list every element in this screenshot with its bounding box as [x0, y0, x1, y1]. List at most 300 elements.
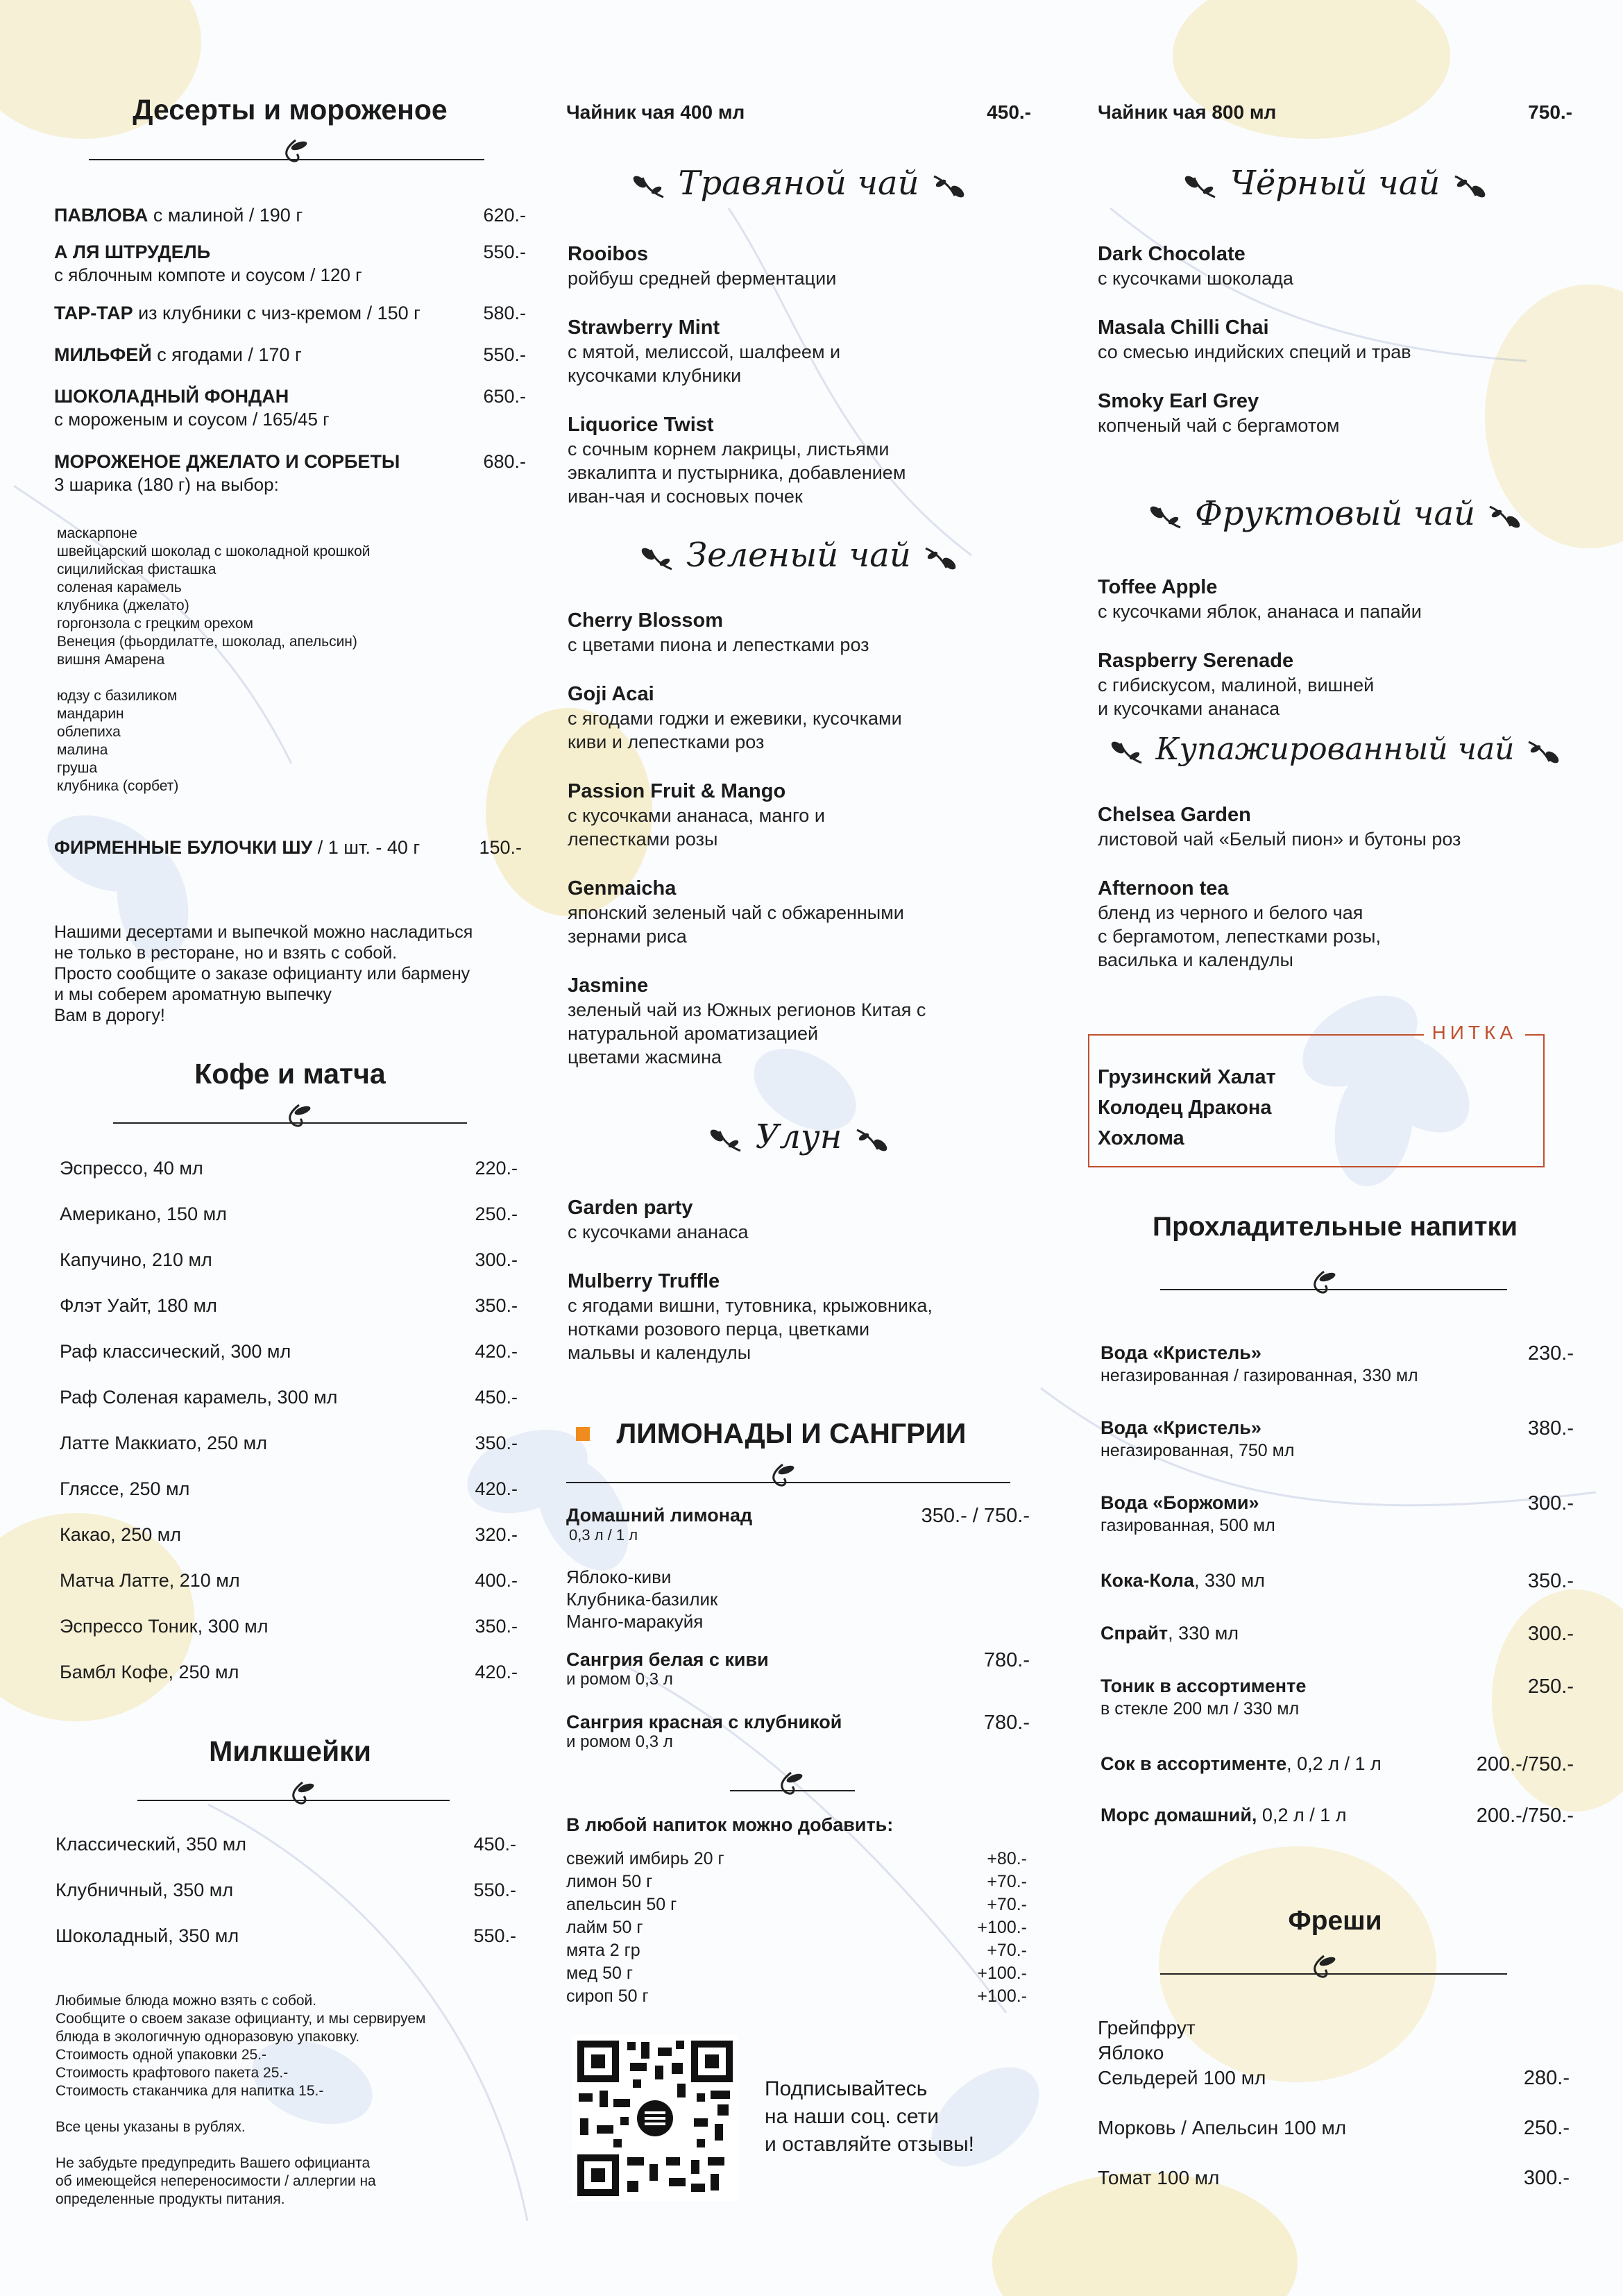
tea-desc: василька и календулы: [1098, 949, 1293, 970]
qr-code-icon[interactable]: [572, 2035, 738, 2202]
dessert-item: [54, 303, 526, 324]
milkshake-item: [56, 1880, 516, 1901]
drink-desc: негазированная / газированная, 330 мл: [1101, 1366, 1418, 1385]
drink-name: Тоник в ассортименте: [1101, 1675, 1307, 1696]
tea-name: Smoky Earl Grey: [1098, 390, 1259, 412]
drink-detail: 0,2 л / 1 л: [1257, 1805, 1347, 1825]
lemonades-title: ЛИМОНАДЫ И САНГРИИ: [616, 1417, 967, 1449]
item-name: Классический, 350 мл: [56, 1834, 247, 1855]
coffee-item: [60, 1616, 518, 1637]
teapot-price: 750.-: [1528, 101, 1572, 123]
lemonade-flavors: [566, 1566, 717, 1632]
dessert-detail: с малиной / 190 г: [148, 205, 303, 226]
tea-desc: кусочками клубники: [568, 365, 742, 386]
milkshake-item: [56, 1834, 516, 1855]
item-price: 450.-: [475, 1387, 518, 1408]
note-line: определенные продукты питания.: [56, 2191, 285, 2207]
fresh-item: [1098, 2116, 1570, 2141]
note-line: Нашими десертами и выпечкой можно насладиться: [54, 922, 473, 942]
addon-price: +70.-: [987, 1872, 1027, 1891]
tea-desc: иван-чая и сосновых почек: [568, 486, 803, 507]
lemonades-header: [576, 1417, 1027, 1450]
tea-name: Strawberry Mint: [568, 316, 720, 339]
drink-name: Вода «Кристель»: [1101, 1417, 1261, 1438]
tea-name: Masala Chilli Chai: [1098, 316, 1269, 339]
coffee-title: Кофе и матча: [194, 1058, 386, 1090]
addon-name: лайм 50 г: [566, 1918, 643, 1937]
drink-desc: газированная, 500 мл: [1101, 1516, 1275, 1535]
item-price: 350.-: [475, 1616, 518, 1637]
gelato-flavors-list: [57, 525, 371, 795]
dessert-price: 650.-: [483, 386, 526, 407]
drink-desc: негазированная, 750 мл: [1101, 1441, 1295, 1460]
dessert-price: 550.-: [483, 344, 526, 365]
section-divider: [89, 139, 484, 167]
coffee-item: [60, 1158, 518, 1179]
tea-item: [1098, 389, 1340, 437]
fresh-price: 300.-: [1523, 2167, 1570, 2189]
drink-price: 200.-/750.-: [1476, 1753, 1574, 1775]
note-line: Стоимость крафтового пакета 25.-: [56, 2065, 289, 2081]
drink-price: 300.-: [1527, 1492, 1574, 1514]
leaf-right-icon: [1524, 738, 1563, 766]
drink-name: Вода «Кристель»: [1101, 1342, 1261, 1363]
tea-item: [568, 242, 836, 290]
soft-drink-item: [1101, 1753, 1574, 1775]
drink-detail: , 330 мл: [1168, 1623, 1239, 1644]
flavor-item: малина: [57, 742, 108, 758]
tea-item: [1098, 242, 1293, 290]
oolong-title: [566, 1117, 1031, 1156]
coffee-item: [60, 1524, 518, 1546]
fresh-line: Яблоко: [1098, 2042, 1164, 2063]
fresh-item: [1098, 2166, 1570, 2191]
black-tea-title: [1098, 164, 1572, 203]
tea-desc: листовой чай «Белый пион» и бутоны роз: [1098, 829, 1461, 850]
drink-desc: в стекле 200 мл / 330 мл: [1101, 1699, 1300, 1719]
item-price: 420.-: [475, 1662, 518, 1682]
item-name: Эспрессо, 40 мл: [60, 1158, 203, 1179]
fresh-line: Морковь / Апельсин 100 мл: [1098, 2117, 1347, 2138]
tea-name: Goji Acai: [568, 683, 654, 705]
tea-desc: зернами риса: [568, 926, 687, 947]
tea-item: [568, 1195, 749, 1244]
drink-detail: , 0,2 л / 1 л: [1286, 1753, 1382, 1774]
drink-price: 250.-: [1527, 1675, 1574, 1698]
dessert-price: 550.-: [483, 242, 526, 262]
addon-name: свежий имбирь 20 г: [566, 1849, 724, 1868]
addons-title: В любой напиток можно добавить:: [566, 1814, 894, 1835]
leaf-left-icon: [637, 544, 676, 572]
lemonade-item: [566, 1505, 1031, 1544]
fresh-title: Фреши: [1288, 1906, 1382, 1936]
section-title-text: Купажированный чай: [1155, 732, 1515, 767]
drink-price: 230.-: [1527, 1342, 1574, 1365]
flavor-item: груша: [57, 760, 98, 776]
leaf-left-icon: [1146, 503, 1184, 530]
note-line: Просто сообщите о заказе официанту или бармену: [54, 964, 470, 984]
fresh-line: Сельдерей 100 мл: [1098, 2067, 1266, 2088]
dessert-price: 150.-: [479, 837, 522, 858]
tea-name: Afternoon tea: [1098, 877, 1229, 900]
note-line: Стоимость стаканчика для напитка 15.-: [56, 2083, 324, 2099]
section-title-text: Зеленый чай: [686, 536, 911, 575]
item-price: 420.-: [475, 1341, 518, 1362]
item-price: 350.-: [475, 1433, 518, 1453]
note-line: Сообщите о своем заказе официанту, и мы сервируем: [56, 2011, 426, 2027]
flavor-item: юдзу с базиликом: [57, 688, 178, 704]
drink-price: 200.-/750.-: [1476, 1805, 1574, 1827]
soft-drink-item: [1101, 1342, 1574, 1387]
herbal-tea-title: [566, 164, 1031, 203]
tea-desc: нотками розового перца, цветками: [568, 1319, 870, 1340]
note-line: Вам в дорогу!: [54, 1006, 165, 1025]
dessert-name: ТАР-ТАР: [54, 303, 133, 323]
tea-name: Passion Fruit & Mango: [568, 780, 786, 802]
item-name: Гляссе, 250 мл: [60, 1478, 190, 1499]
addon-price: +80.-: [987, 1849, 1027, 1868]
section-divider: [1160, 1955, 1507, 1982]
flavor-item: маскарпоне: [57, 525, 137, 541]
coffee-item: [60, 1478, 518, 1500]
dessert-name: МИЛЬФЕЙ: [54, 344, 152, 365]
sangria-name: Сангрия красная с клубникой: [566, 1712, 842, 1732]
section-divider: [1160, 1270, 1507, 1298]
item-price: 220.-: [475, 1158, 518, 1179]
dessert-item: [54, 242, 526, 287]
addon-price: +100.-: [977, 1964, 1027, 1983]
tea-desc: с мятой, мелиссой, шалфеем и: [568, 341, 841, 362]
coffee-item: [60, 1249, 518, 1271]
teapot-label: Чайник чая 800 мл: [1098, 101, 1277, 123]
nitka-box: [1088, 1022, 1545, 1167]
drink-price: 350.-: [1527, 1570, 1574, 1592]
soft-drink-item: [1101, 1492, 1574, 1537]
drink-detail: , 330 мл: [1193, 1570, 1265, 1591]
item-price: 320.-: [475, 1524, 518, 1545]
fruit-tea-title: [1098, 494, 1572, 533]
teapot-800: [1098, 101, 1572, 124]
tea-item: [1098, 315, 1411, 364]
drink-name: Морс домашний,: [1101, 1805, 1257, 1825]
addon-price: +100.-: [977, 1918, 1027, 1937]
soft-drink-item: [1101, 1417, 1574, 1462]
tea-item: [1098, 575, 1422, 623]
note-line: Не забудьте предупредить Вашего официанта: [56, 2155, 371, 2171]
note-line: об имеющейся непереносимости / аллергии на: [56, 2173, 376, 2189]
coffee-item: [60, 1662, 518, 1683]
blend-tea-title: [1098, 732, 1572, 767]
addon-item: [566, 1918, 1027, 1938]
drink-name: Кока-Кола: [1101, 1570, 1194, 1591]
prices-note: Все цены указаны в рублях.: [56, 2119, 246, 2135]
tea-desc: натуральной ароматизацией: [568, 1023, 819, 1044]
tea-desc: с гибискусом, малиной, вишней: [1098, 675, 1375, 695]
tea-item: [568, 315, 840, 387]
soft-drinks-title: Прохладительные напитки: [1153, 1212, 1518, 1242]
dessert-detail: / 1 шт. - 40 г: [312, 837, 420, 858]
social-line: на наши соц. сети: [765, 2105, 940, 2128]
note-line: Любимые блюда можно взять с собой.: [56, 1993, 317, 2009]
tea-desc: копченый чай с бергамотом: [1098, 415, 1340, 436]
addon-item: [566, 1964, 1027, 1984]
tea-desc: с кусочками шоколада: [1098, 268, 1293, 289]
dessert-name: А ЛЯ ШТРУДЕЛЬ: [54, 242, 211, 262]
milkshakes-title: Милкшейки: [209, 1735, 371, 1767]
soft-drink-item: [1101, 1805, 1574, 1826]
note-line: и мы соберем ароматную выпечку: [54, 985, 332, 1004]
section-title-text: Чёрный чай: [1230, 164, 1441, 203]
section-title-text: Улун: [755, 1117, 842, 1156]
dessert-item: [54, 344, 526, 366]
tea-name: Genmaicha: [568, 877, 677, 900]
tea-name: Dark Chocolate: [1098, 243, 1246, 265]
nitka-item: Хохлома: [1098, 1127, 1184, 1149]
dessert-name: ПАВЛОВА: [54, 205, 148, 226]
small-divider: [730, 1771, 855, 1799]
tea-desc: зеленый чай из Южных регионов Китая с: [568, 999, 926, 1020]
item-name: Латте Маккиато, 250 мл: [60, 1433, 267, 1453]
dessert-desc: с мороженым и соусом / 165/45 г: [54, 409, 330, 430]
section-divider: [137, 1781, 450, 1809]
addon-item: [566, 1941, 1027, 1961]
dessert-name: МОРОЖЕНОЕ ДЖЕЛАТО И СОРБЕТЫ: [54, 451, 400, 472]
item-price: 400.-: [475, 1570, 518, 1591]
tea-name: Liquorice Twist: [568, 414, 714, 436]
addon-name: апельсин 50 г: [566, 1895, 677, 1914]
addon-item: [566, 1872, 1027, 1892]
milkshake-item: [56, 1925, 516, 1947]
coffee-item: [60, 1204, 518, 1225]
social-text: [765, 2075, 974, 2159]
flavor-item: сицилийская фисташка: [57, 562, 216, 577]
drink-name: Вода «Боржоми»: [1101, 1492, 1259, 1513]
tea-desc: цветами жасмина: [568, 1047, 722, 1067]
item-price: 420.-: [475, 1478, 518, 1499]
item-name: Раф классический, 300 мл: [60, 1341, 291, 1362]
nitka-item: Колодец Дракона: [1098, 1097, 1272, 1119]
item-name: Раф Соленая карамель, 300 мл: [60, 1387, 338, 1408]
tea-item: [1098, 802, 1461, 851]
tea-item: [568, 608, 869, 657]
dessert-desc: 3 шарика (180 г) на выбор:: [54, 474, 279, 495]
tea-name: Toffee Apple: [1098, 576, 1218, 598]
social-line: и оставляйте отзывы!: [765, 2133, 974, 2156]
section-divider: [566, 1463, 1010, 1491]
tea-name: Chelsea Garden: [1098, 804, 1251, 826]
tea-desc: с цветами пиона и лепестками роз: [568, 634, 869, 655]
dessert-price: 620.-: [483, 205, 526, 226]
addon-item: [566, 1986, 1027, 2007]
tea-desc: эвкалипта и пустырника, добавлением: [568, 462, 906, 483]
tea-item: [568, 412, 906, 508]
item-price: 350.-: [475, 1295, 518, 1316]
flavor-item: Венеция (фьордилатте, шоколад, апельсин): [57, 634, 357, 650]
section-title-text: Фруктовый чай: [1194, 494, 1476, 533]
addon-price: +70.-: [987, 1895, 1027, 1914]
tea-item: [568, 973, 926, 1069]
flavor-item: мандарин: [57, 706, 124, 722]
tea-item: [568, 682, 902, 754]
sangria-price: 780.-: [983, 1712, 1030, 1734]
addon-item: [566, 1895, 1027, 1915]
desserts-title: Десерты и мороженое: [133, 94, 448, 126]
tea-desc: с ягодами вишни, тутовника, крыжовника,: [568, 1295, 933, 1316]
nitka-item: Грузинский Халат: [1098, 1066, 1276, 1088]
soft-drink-item: [1101, 1570, 1574, 1592]
coffee-item: [60, 1433, 518, 1454]
tea-item: [568, 1269, 933, 1365]
drink-price: 380.-: [1527, 1417, 1574, 1440]
flavor-item: облепиха: [57, 724, 121, 740]
coffee-item: [60, 1341, 518, 1362]
item-name: Флэт Уайт, 180 мл: [60, 1295, 217, 1316]
note-line: блюда в экологичную одноразовую упаковку.: [56, 2029, 360, 2045]
leaf-left-icon: [1180, 172, 1219, 200]
tea-desc: киви и лепестками роз: [568, 732, 765, 752]
flavor-item: клубника (джелато): [57, 598, 189, 614]
leaf-right-icon: [921, 544, 960, 572]
dessert-name: ФИРМЕННЫЕ БУЛОЧКИ ШУ: [54, 837, 313, 858]
dessert-desc: с яблочным компоте и соусом / 120 г: [54, 264, 362, 285]
lemonade-name: Домашний лимонад: [566, 1505, 753, 1526]
note-line: не только в ресторане, но и взять с собой.: [54, 943, 398, 963]
leaf-left-icon: [629, 172, 668, 200]
dessert-name: ШОКОЛАДНЫЙ ФОНДАН: [54, 386, 289, 407]
item-name: Шоколадный, 350 мл: [56, 1925, 239, 1946]
addon-item: [566, 1849, 1027, 1869]
sangria-name: Сангрия белая с киви: [566, 1649, 769, 1670]
tea-item: [1098, 648, 1374, 720]
tea-desc: с ягодами годжи и ежевики, кусочками: [568, 708, 902, 729]
leaf-left-icon: [1107, 738, 1146, 766]
dessert-detail: из клубники с чиз-кремом / 150 г: [133, 303, 420, 323]
teapot-price: 450.-: [987, 101, 1031, 123]
tea-name: Rooibos: [568, 243, 648, 265]
tea-name: Mulberry Truffle: [568, 1270, 720, 1292]
tea-name: Jasmine: [568, 974, 649, 997]
flavor-item: Яблоко-киви: [566, 1567, 672, 1587]
footer-note: [56, 1992, 541, 2209]
leaf-right-icon: [853, 1126, 892, 1154]
lemonade-volume: 0,3 л / 1 л: [569, 1526, 638, 1544]
tea-desc: с кусочками ананаса, манго и: [568, 805, 825, 826]
teapot-label: Чайник чая 400 мл: [566, 101, 745, 123]
orange-square-icon: [576, 1427, 590, 1441]
note-line: Стоимость одной упаковки 25.-: [56, 2047, 267, 2063]
coffee-item: [60, 1295, 518, 1317]
tea-name: Raspberry Serenade: [1098, 650, 1294, 672]
fresh-line: Томат 100 мл: [1098, 2167, 1220, 2188]
green-tea-title: [566, 536, 1031, 575]
tea-desc: и кусочками ананаса: [1098, 698, 1280, 719]
coffee-item: [60, 1387, 518, 1408]
social-line: Подписывайтесь: [765, 2077, 928, 2100]
item-price: 450.-: [473, 1834, 516, 1855]
tea-desc: мальвы и календулы: [568, 1342, 751, 1363]
tea-item: [1098, 876, 1381, 972]
item-name: Эспрессо Тоник, 300 мл: [60, 1616, 269, 1637]
dessert-item: [54, 837, 526, 859]
leaf-right-icon: [1451, 172, 1490, 200]
addon-price: +100.-: [977, 1986, 1027, 2006]
tea-desc: с кусочками ананаса: [568, 1222, 749, 1242]
flavor-item: горгонзола с грецким орехом: [57, 616, 253, 632]
section-divider: [113, 1104, 467, 1131]
addon-name: лимон 50 г: [566, 1872, 653, 1891]
fresh-price: 250.-: [1523, 2117, 1570, 2139]
tea-desc: с бергамотом, лепестками розы,: [1098, 926, 1381, 947]
drink-price: 300.-: [1527, 1623, 1574, 1645]
item-name: Какао, 250 мл: [60, 1524, 182, 1545]
tea-name: Cherry Blossom: [568, 609, 724, 632]
sangria-price: 780.-: [983, 1649, 1030, 1671]
soft-drink-item: [1101, 1675, 1574, 1721]
tea-desc: бленд из черного и белого чая: [1098, 902, 1363, 923]
nitka-list: [1098, 1062, 1276, 1154]
tea-desc: с сочным корнем лакрицы, листьями: [568, 439, 890, 459]
section-title-text: Травяной чай: [678, 164, 919, 203]
leaf-left-icon: [706, 1126, 745, 1154]
nitka-label: НИТКА: [1424, 1022, 1525, 1044]
dessert-detail: с ягодами / 170 г: [151, 344, 302, 365]
tea-desc: лепестками розы: [568, 829, 718, 850]
tea-name: Garden party: [568, 1197, 693, 1219]
tea-desc: японский зеленый чай с обжаренными: [568, 902, 904, 923]
flavor-item: швейцарский шоколад с шоколадной крошкой: [57, 543, 371, 559]
sangria-desc: и ромом 0,3 л: [566, 1670, 673, 1689]
item-name: Клубничный, 350 мл: [56, 1880, 234, 1900]
sangria-item: [566, 1649, 1031, 1689]
item-name: Капучино, 210 мл: [60, 1249, 212, 1270]
dessert-item: [54, 451, 526, 496]
flavor-item: Клубника-базилик: [566, 1589, 718, 1610]
flavor-item: Манго-маракуйя: [566, 1611, 704, 1632]
soft-drink-item: [1101, 1623, 1574, 1644]
item-price: 300.-: [475, 1249, 518, 1270]
addon-name: сироп 50 г: [566, 1986, 649, 2006]
addon-price: +70.-: [987, 1941, 1027, 1960]
dessert-item: [54, 386, 526, 431]
sangria-item: [566, 1712, 1031, 1751]
teapot-400: [566, 101, 1031, 124]
drink-name: Спрайт: [1101, 1623, 1169, 1644]
tea-item: [568, 876, 904, 948]
item-name: Матча Латте, 210 мл: [60, 1570, 240, 1591]
dessert-price: 580.-: [483, 303, 526, 323]
flavor-item: клубника (сорбет): [57, 778, 179, 794]
item-price: 550.-: [473, 1880, 516, 1900]
dessert-item: [54, 205, 526, 226]
sangria-desc: и ромом 0,3 л: [566, 1732, 673, 1751]
dessert-price: 680.-: [483, 451, 526, 472]
fresh-line: Грейпфрут: [1098, 2017, 1196, 2038]
drink-name: Сок в ассортименте: [1101, 1753, 1287, 1774]
tea-desc: со смесью индийских специй и трав: [1098, 341, 1411, 362]
flavor-item: соленая карамель: [57, 580, 182, 596]
tea-item: [568, 779, 825, 851]
fresh-price: 280.-: [1523, 2067, 1570, 2089]
tea-desc: ройбуш средней ферментации: [568, 268, 837, 289]
leaf-right-icon: [1486, 503, 1524, 530]
flavor-item: вишня Амарена: [57, 652, 165, 668]
lemonade-price: 350.- / 750.-: [921, 1505, 1030, 1527]
addon-name: мед 50 г: [566, 1964, 633, 1983]
takeaway-note: [54, 922, 540, 1026]
addon-name: мята 2 гр: [566, 1941, 640, 1960]
item-name: Бамбл Кофе, 250 мл: [60, 1662, 239, 1682]
leaf-right-icon: [930, 172, 969, 200]
